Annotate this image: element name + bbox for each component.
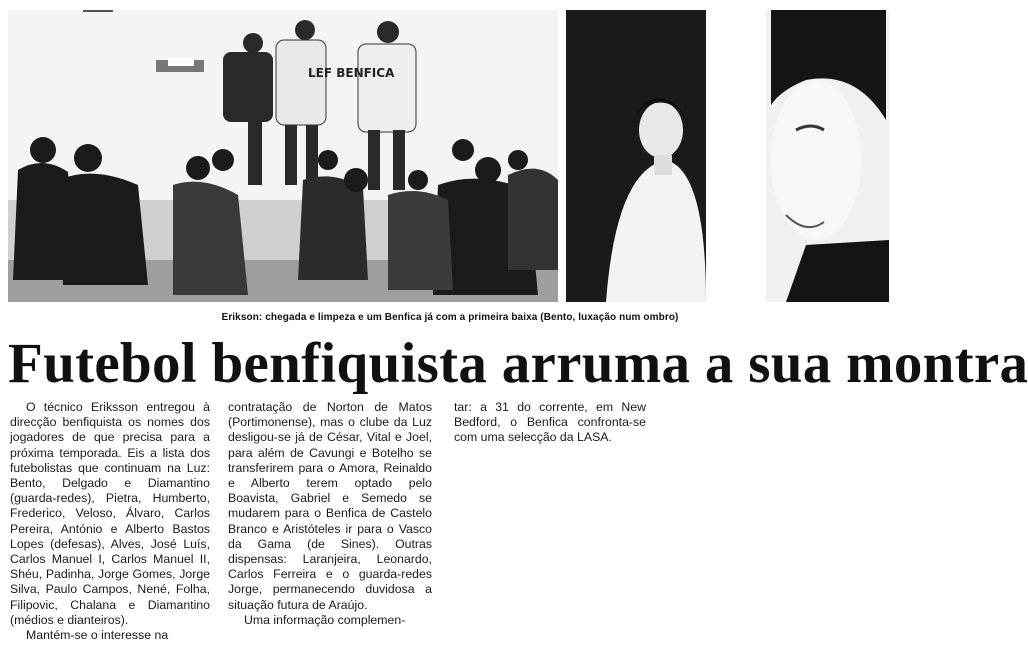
paragraph: O técnico Eriksson entregou à direcção benfiquista os nomes dos jogadores de que precisa para a próxima temporada. Eis a lista dos futebolistas que continuam na Luz: Bento, Delgado e Diamantino (guarda-redes), Pietra, Humberto, Frederico, Veloso, Álvaro, Carlos Pereira, António e Alberto Bastos Lopes (defesas), Alves, José Luís, Carlos Manuel I, Carlos Manuel II, Shéu, Padinha, Jorge Gomes, Jorge Silva, Paulo Campos, Nené, Folha, Filipovic, Chalana e Diamantino (médios e dianteiros). <box>10 400 210 627</box>
photo-caption: Erikson: chegada e limpeza e um Benfica já com a primeira baixa (Bento, luxação num ombro) <box>221 312 679 323</box>
article-column-1 <box>10 400 210 643</box>
paragraph: contratação de Norton de Matos (Portimonense), mas o clube da Luz desligou-se já de César, Vital e Joel, para além de Cavungi e Botelho se transferirem para o Amora, Reinaldo e Alberto terem optado pelo Boavista, Gabriel e Semedo se mudarem para o Benfica de Castelo Branco e Aristóteles ir para o Vasco da Gama (de Sines). Outras dispensas: Laranjeira, Leonardo, Carlos Ferreira e o guarda-redes Jorge, permanecendo duvidosa a situação futura de Araújo. <box>228 400 432 612</box>
portrait-photos <box>566 10 889 302</box>
team-photo <box>8 10 558 302</box>
article-column-2 <box>228 400 432 628</box>
team-photo-graphic <box>8 10 558 302</box>
paragraph: Mantém-se o interesse na <box>26 628 169 643</box>
paragraph: Uma informação complemen- <box>244 612 406 627</box>
portrait-photos-graphic <box>566 10 889 302</box>
headline: Futebol benfiquista arruma a sua montra <box>8 332 1028 395</box>
shirt-text: LEF BENFICA <box>308 66 395 80</box>
paragraph: tar: a 31 do corrente, em New Bedford, o Benfica confronta-se com uma selecção da LASA. <box>454 400 646 445</box>
article-column-3 <box>454 400 646 446</box>
